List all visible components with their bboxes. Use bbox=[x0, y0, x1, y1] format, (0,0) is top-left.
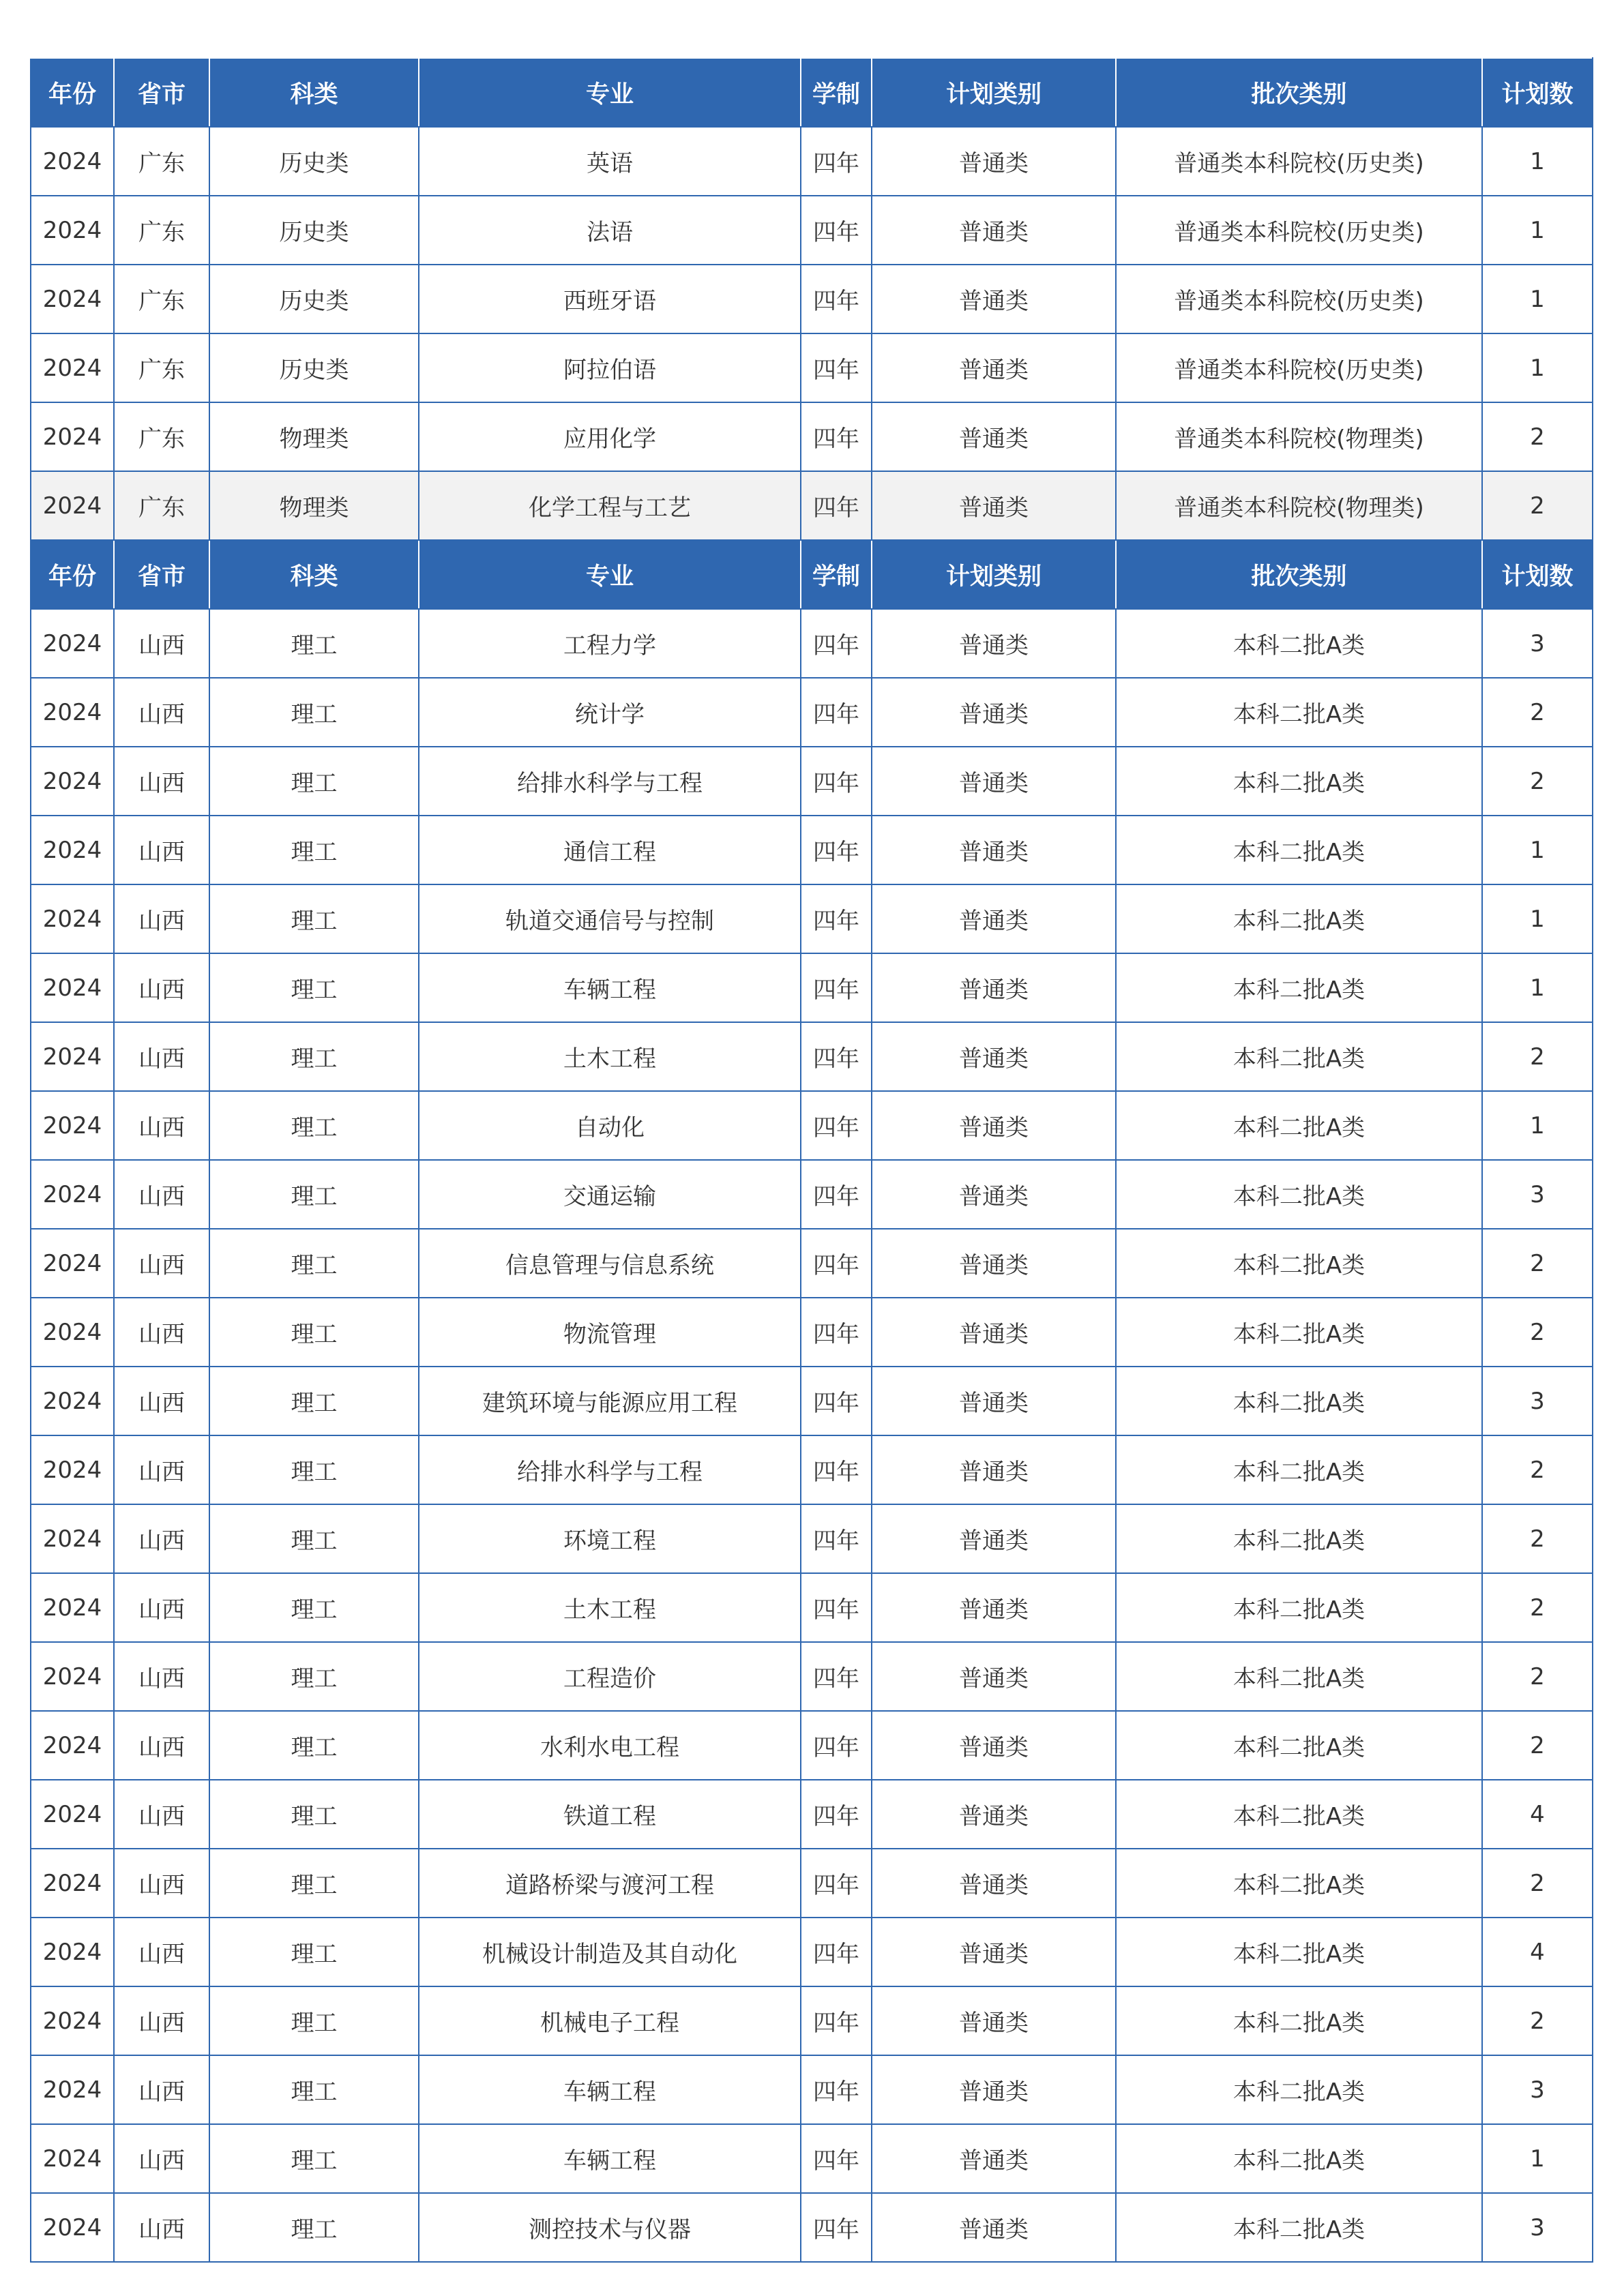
cell-duration: 四年 bbox=[801, 1780, 872, 1849]
cell-province: 山西 bbox=[114, 1435, 209, 1504]
table-row bbox=[31, 2124, 1593, 2193]
cell-plan-type: 普通类 bbox=[872, 2124, 1116, 2193]
table-row bbox=[31, 1918, 1593, 1986]
cell-duration: 四年 bbox=[801, 127, 872, 196]
cell-duration: 四年 bbox=[801, 884, 872, 953]
cell-count: 1 bbox=[1482, 127, 1593, 196]
cell-province: 广东 bbox=[114, 471, 209, 540]
cell-count: 3 bbox=[1482, 609, 1593, 678]
cell-year: 2024 bbox=[31, 747, 114, 816]
cell-province: 广东 bbox=[114, 127, 209, 196]
cell-count: 3 bbox=[1482, 1367, 1593, 1435]
cell-batch: 本科二批A类 bbox=[1116, 1435, 1482, 1504]
cell-year: 2024 bbox=[31, 1918, 114, 1986]
cell-year: 2024 bbox=[31, 196, 114, 265]
cell-major: 水利水电工程 bbox=[419, 1711, 801, 1780]
cell-subject: 理工 bbox=[209, 1022, 419, 1091]
cell-province: 山西 bbox=[114, 1573, 209, 1642]
cell-year: 2024 bbox=[31, 333, 114, 402]
table-row bbox=[31, 816, 1593, 884]
table-row bbox=[31, 1367, 1593, 1435]
cell-plan-type: 普通类 bbox=[872, 1711, 1116, 1780]
cell-batch: 本科二批A类 bbox=[1116, 1986, 1482, 2055]
table-header-row bbox=[31, 540, 1593, 609]
cell-plan-type: 普通类 bbox=[872, 1160, 1116, 1229]
cell-province: 山西 bbox=[114, 2124, 209, 2193]
cell-batch: 本科二批A类 bbox=[1116, 1022, 1482, 1091]
cell-year: 2024 bbox=[31, 1091, 114, 1160]
cell-duration: 四年 bbox=[801, 1986, 872, 2055]
cell-count: 1 bbox=[1482, 333, 1593, 402]
cell-year: 2024 bbox=[31, 1367, 114, 1435]
header-count: 计划数 bbox=[1482, 540, 1593, 609]
cell-count: 2 bbox=[1482, 471, 1593, 540]
cell-count: 3 bbox=[1482, 2055, 1593, 2124]
cell-plan-type: 普通类 bbox=[872, 1918, 1116, 1986]
cell-year: 2024 bbox=[31, 402, 114, 471]
cell-province: 山西 bbox=[114, 1642, 209, 1711]
cell-count: 2 bbox=[1482, 747, 1593, 816]
cell-province: 山西 bbox=[114, 1160, 209, 1229]
cell-subject: 理工 bbox=[209, 2193, 419, 2262]
cell-duration: 四年 bbox=[801, 1435, 872, 1504]
cell-count: 2 bbox=[1482, 1849, 1593, 1918]
cell-major: 信息管理与信息系统 bbox=[419, 1229, 801, 1298]
cell-batch: 本科二批A类 bbox=[1116, 1780, 1482, 1849]
cell-batch: 普通类本科院校(物理类) bbox=[1116, 471, 1482, 540]
cell-subject: 历史类 bbox=[209, 196, 419, 265]
cell-duration: 四年 bbox=[801, 678, 872, 747]
cell-subject: 理工 bbox=[209, 884, 419, 953]
cell-duration: 四年 bbox=[801, 953, 872, 1022]
cell-year: 2024 bbox=[31, 2055, 114, 2124]
cell-province: 山西 bbox=[114, 1504, 209, 1573]
cell-major: 西班牙语 bbox=[419, 265, 801, 333]
cell-batch: 普通类本科院校(物理类) bbox=[1116, 402, 1482, 471]
cell-subject: 理工 bbox=[209, 1642, 419, 1711]
cell-major: 建筑环境与能源应用工程 bbox=[419, 1367, 801, 1435]
table-row bbox=[31, 2193, 1593, 2262]
cell-year: 2024 bbox=[31, 2124, 114, 2193]
cell-duration: 四年 bbox=[801, 1298, 872, 1367]
cell-major: 法语 bbox=[419, 196, 801, 265]
cell-duration: 四年 bbox=[801, 1918, 872, 1986]
cell-year: 2024 bbox=[31, 953, 114, 1022]
cell-count: 1 bbox=[1482, 2124, 1593, 2193]
cell-duration: 四年 bbox=[801, 747, 872, 816]
cell-major: 工程造价 bbox=[419, 1642, 801, 1711]
cell-plan-type: 普通类 bbox=[872, 1986, 1116, 2055]
cell-count: 1 bbox=[1482, 265, 1593, 333]
cell-duration: 四年 bbox=[801, 402, 872, 471]
table-row bbox=[31, 1160, 1593, 1229]
cell-count: 3 bbox=[1482, 1160, 1593, 1229]
cell-batch: 本科二批A类 bbox=[1116, 2055, 1482, 2124]
cell-count: 4 bbox=[1482, 1918, 1593, 1986]
table-row bbox=[31, 196, 1593, 265]
cell-major: 土木工程 bbox=[419, 1022, 801, 1091]
table-row bbox=[31, 1986, 1593, 2055]
cell-subject: 理工 bbox=[209, 953, 419, 1022]
cell-count: 1 bbox=[1482, 884, 1593, 953]
cell-subject: 理工 bbox=[209, 1849, 419, 1918]
cell-province: 山西 bbox=[114, 1918, 209, 1986]
cell-major: 工程力学 bbox=[419, 609, 801, 678]
cell-major: 阿拉伯语 bbox=[419, 333, 801, 402]
cell-major: 统计学 bbox=[419, 678, 801, 747]
cell-year: 2024 bbox=[31, 1160, 114, 1229]
cell-major: 机械电子工程 bbox=[419, 1986, 801, 2055]
header-year: 年份 bbox=[31, 540, 114, 609]
cell-duration: 四年 bbox=[801, 1504, 872, 1573]
cell-subject: 理工 bbox=[209, 609, 419, 678]
cell-plan-type: 普通类 bbox=[872, 196, 1116, 265]
cell-plan-type: 普通类 bbox=[872, 471, 1116, 540]
header-province: 省市 bbox=[114, 540, 209, 609]
table-row bbox=[31, 747, 1593, 816]
cell-batch: 本科二批A类 bbox=[1116, 953, 1482, 1022]
cell-subject: 理工 bbox=[209, 1918, 419, 1986]
cell-duration: 四年 bbox=[801, 1573, 872, 1642]
cell-year: 2024 bbox=[31, 1504, 114, 1573]
header-major: 专业 bbox=[419, 540, 801, 609]
table-row bbox=[31, 1504, 1593, 1573]
cell-count: 2 bbox=[1482, 1435, 1593, 1504]
cell-batch: 本科二批A类 bbox=[1116, 1298, 1482, 1367]
cell-province: 广东 bbox=[114, 402, 209, 471]
cell-plan-type: 普通类 bbox=[872, 953, 1116, 1022]
cell-batch: 普通类本科院校(历史类) bbox=[1116, 333, 1482, 402]
cell-major: 道路桥梁与渡河工程 bbox=[419, 1849, 801, 1918]
cell-province: 山西 bbox=[114, 2055, 209, 2124]
cell-major: 土木工程 bbox=[419, 1573, 801, 1642]
cell-major: 应用化学 bbox=[419, 402, 801, 471]
header-province: 省市 bbox=[114, 58, 209, 127]
cell-batch: 本科二批A类 bbox=[1116, 1367, 1482, 1435]
header-year: 年份 bbox=[31, 58, 114, 127]
cell-plan-type: 普通类 bbox=[872, 1367, 1116, 1435]
cell-plan-type: 普通类 bbox=[872, 1573, 1116, 1642]
cell-province: 山西 bbox=[114, 747, 209, 816]
cell-batch: 本科二批A类 bbox=[1116, 1160, 1482, 1229]
cell-province: 山西 bbox=[114, 1091, 209, 1160]
cell-duration: 四年 bbox=[801, 1642, 872, 1711]
cell-count: 2 bbox=[1482, 1229, 1593, 1298]
cell-year: 2024 bbox=[31, 1435, 114, 1504]
cell-count: 2 bbox=[1482, 1986, 1593, 2055]
table-row bbox=[31, 2055, 1593, 2124]
cell-major: 英语 bbox=[419, 127, 801, 196]
cell-batch: 本科二批A类 bbox=[1116, 1573, 1482, 1642]
table-row bbox=[31, 1780, 1593, 1849]
cell-plan-type: 普通类 bbox=[872, 265, 1116, 333]
cell-major: 车辆工程 bbox=[419, 2055, 801, 2124]
cell-plan-type: 普通类 bbox=[872, 609, 1116, 678]
cell-plan-type: 普通类 bbox=[872, 747, 1116, 816]
cell-major: 自动化 bbox=[419, 1091, 801, 1160]
cell-major: 车辆工程 bbox=[419, 2124, 801, 2193]
table-row bbox=[31, 265, 1593, 333]
cell-major: 通信工程 bbox=[419, 816, 801, 884]
cell-subject: 理工 bbox=[209, 678, 419, 747]
cell-year: 2024 bbox=[31, 816, 114, 884]
cell-major: 物流管理 bbox=[419, 1298, 801, 1367]
table-row bbox=[31, 1298, 1593, 1367]
cell-province: 山西 bbox=[114, 1022, 209, 1091]
cell-year: 2024 bbox=[31, 1986, 114, 2055]
cell-province: 广东 bbox=[114, 333, 209, 402]
cell-batch: 本科二批A类 bbox=[1116, 884, 1482, 953]
header-batch: 批次类别 bbox=[1116, 540, 1482, 609]
cell-subject: 物理类 bbox=[209, 402, 419, 471]
cell-count: 2 bbox=[1482, 1642, 1593, 1711]
table-header-row bbox=[31, 58, 1593, 127]
cell-duration: 四年 bbox=[801, 2124, 872, 2193]
cell-major: 环境工程 bbox=[419, 1504, 801, 1573]
cell-year: 2024 bbox=[31, 265, 114, 333]
cell-batch: 本科二批A类 bbox=[1116, 1229, 1482, 1298]
cell-duration: 四年 bbox=[801, 1229, 872, 1298]
cell-count: 2 bbox=[1482, 1711, 1593, 1780]
header-major: 专业 bbox=[419, 58, 801, 127]
cell-duration: 四年 bbox=[801, 333, 872, 402]
cell-subject: 理工 bbox=[209, 1367, 419, 1435]
cell-province: 山西 bbox=[114, 1986, 209, 2055]
cell-major: 交通运输 bbox=[419, 1160, 801, 1229]
cell-subject: 理工 bbox=[209, 1573, 419, 1642]
cell-count: 2 bbox=[1482, 1022, 1593, 1091]
table-row bbox=[31, 1573, 1593, 1642]
cell-plan-type: 普通类 bbox=[872, 1298, 1116, 1367]
cell-batch: 普通类本科院校(历史类) bbox=[1116, 127, 1482, 196]
cell-subject: 理工 bbox=[209, 1091, 419, 1160]
cell-province: 广东 bbox=[114, 196, 209, 265]
cell-subject: 物理类 bbox=[209, 471, 419, 540]
cell-subject: 理工 bbox=[209, 747, 419, 816]
cell-duration: 四年 bbox=[801, 1091, 872, 1160]
cell-province: 山西 bbox=[114, 1780, 209, 1849]
cell-duration: 四年 bbox=[801, 609, 872, 678]
header-plan-type: 计划类别 bbox=[872, 540, 1116, 609]
cell-plan-type: 普通类 bbox=[872, 2055, 1116, 2124]
cell-plan-type: 普通类 bbox=[872, 1780, 1116, 1849]
header-subject: 科类 bbox=[209, 58, 419, 127]
cell-duration: 四年 bbox=[801, 265, 872, 333]
cell-province: 山西 bbox=[114, 1367, 209, 1435]
cell-year: 2024 bbox=[31, 127, 114, 196]
cell-subject: 历史类 bbox=[209, 265, 419, 333]
cell-plan-type: 普通类 bbox=[872, 333, 1116, 402]
cell-batch: 本科二批A类 bbox=[1116, 1091, 1482, 1160]
cell-batch: 普通类本科院校(历史类) bbox=[1116, 196, 1482, 265]
cell-province: 山西 bbox=[114, 1298, 209, 1367]
cell-province: 山西 bbox=[114, 609, 209, 678]
cell-plan-type: 普通类 bbox=[872, 1022, 1116, 1091]
cell-major: 车辆工程 bbox=[419, 953, 801, 1022]
header-subject: 科类 bbox=[209, 540, 419, 609]
cell-count: 2 bbox=[1482, 402, 1593, 471]
cell-count: 1 bbox=[1482, 196, 1593, 265]
cell-batch: 本科二批A类 bbox=[1116, 1849, 1482, 1918]
cell-count: 3 bbox=[1482, 2193, 1593, 2262]
cell-year: 2024 bbox=[31, 1022, 114, 1091]
cell-year: 2024 bbox=[31, 884, 114, 953]
cell-subject: 理工 bbox=[209, 1160, 419, 1229]
cell-major: 测控技术与仪器 bbox=[419, 2193, 801, 2262]
table-row bbox=[31, 953, 1593, 1022]
cell-subject: 理工 bbox=[209, 2055, 419, 2124]
cell-duration: 四年 bbox=[801, 1849, 872, 1918]
cell-year: 2024 bbox=[31, 471, 114, 540]
cell-count: 2 bbox=[1482, 1298, 1593, 1367]
cell-count: 1 bbox=[1482, 1091, 1593, 1160]
cell-subject: 理工 bbox=[209, 1298, 419, 1367]
cell-duration: 四年 bbox=[801, 471, 872, 540]
cell-plan-type: 普通类 bbox=[872, 884, 1116, 953]
cell-duration: 四年 bbox=[801, 196, 872, 265]
header-batch: 批次类别 bbox=[1116, 58, 1482, 127]
cell-province: 山西 bbox=[114, 1711, 209, 1780]
cell-duration: 四年 bbox=[801, 1367, 872, 1435]
cell-count: 1 bbox=[1482, 953, 1593, 1022]
cell-subject: 理工 bbox=[209, 1986, 419, 2055]
table-row bbox=[31, 1022, 1593, 1091]
cell-plan-type: 普通类 bbox=[872, 1642, 1116, 1711]
cell-batch: 本科二批A类 bbox=[1116, 2193, 1482, 2262]
table-row bbox=[31, 1849, 1593, 1918]
cell-year: 2024 bbox=[31, 1229, 114, 1298]
cell-duration: 四年 bbox=[801, 1711, 872, 1780]
cell-year: 2024 bbox=[31, 1780, 114, 1849]
cell-plan-type: 普通类 bbox=[872, 127, 1116, 196]
cell-province: 山西 bbox=[114, 816, 209, 884]
cell-major: 铁道工程 bbox=[419, 1780, 801, 1849]
cell-plan-type: 普通类 bbox=[872, 1849, 1116, 1918]
cell-province: 山西 bbox=[114, 678, 209, 747]
cell-year: 2024 bbox=[31, 1642, 114, 1711]
cell-batch: 本科二批A类 bbox=[1116, 1642, 1482, 1711]
cell-batch: 本科二批A类 bbox=[1116, 1918, 1482, 1986]
header-plan-type: 计划类别 bbox=[872, 58, 1116, 127]
table-row bbox=[31, 678, 1593, 747]
cell-batch: 本科二批A类 bbox=[1116, 609, 1482, 678]
cell-batch: 本科二批A类 bbox=[1116, 1504, 1482, 1573]
cell-year: 2024 bbox=[31, 1711, 114, 1780]
cell-province: 山西 bbox=[114, 1849, 209, 1918]
header-count: 计划数 bbox=[1482, 58, 1593, 127]
cell-year: 2024 bbox=[31, 1849, 114, 1918]
cell-year: 2024 bbox=[31, 2193, 114, 2262]
cell-batch: 本科二批A类 bbox=[1116, 1711, 1482, 1780]
cell-plan-type: 普通类 bbox=[872, 678, 1116, 747]
table-row bbox=[31, 471, 1593, 540]
table-row bbox=[31, 1711, 1593, 1780]
admission-plan-table bbox=[30, 57, 1593, 2263]
cell-plan-type: 普通类 bbox=[872, 816, 1116, 884]
cell-province: 山西 bbox=[114, 1229, 209, 1298]
cell-year: 2024 bbox=[31, 678, 114, 747]
table-row bbox=[31, 1229, 1593, 1298]
cell-plan-type: 普通类 bbox=[872, 1091, 1116, 1160]
cell-count: 1 bbox=[1482, 816, 1593, 884]
cell-subject: 历史类 bbox=[209, 333, 419, 402]
table-row bbox=[31, 333, 1593, 402]
cell-count: 2 bbox=[1482, 678, 1593, 747]
cell-batch: 本科二批A类 bbox=[1116, 678, 1482, 747]
cell-province: 山西 bbox=[114, 2193, 209, 2262]
cell-plan-type: 普通类 bbox=[872, 1435, 1116, 1504]
cell-duration: 四年 bbox=[801, 2193, 872, 2262]
cell-duration: 四年 bbox=[801, 816, 872, 884]
header-duration: 学制 bbox=[801, 58, 872, 127]
cell-subject: 理工 bbox=[209, 2124, 419, 2193]
cell-province: 山西 bbox=[114, 953, 209, 1022]
table-row bbox=[31, 609, 1593, 678]
cell-province: 山西 bbox=[114, 884, 209, 953]
cell-plan-type: 普通类 bbox=[872, 1229, 1116, 1298]
table-row bbox=[31, 127, 1593, 196]
cell-subject: 理工 bbox=[209, 1711, 419, 1780]
header-duration: 学制 bbox=[801, 540, 872, 609]
cell-major: 给排水科学与工程 bbox=[419, 747, 801, 816]
cell-subject: 理工 bbox=[209, 1504, 419, 1573]
cell-subject: 理工 bbox=[209, 816, 419, 884]
cell-count: 2 bbox=[1482, 1504, 1593, 1573]
cell-count: 2 bbox=[1482, 1573, 1593, 1642]
table-row bbox=[31, 1435, 1593, 1504]
cell-major: 轨道交通信号与控制 bbox=[419, 884, 801, 953]
cell-batch: 本科二批A类 bbox=[1116, 2124, 1482, 2193]
cell-plan-type: 普通类 bbox=[872, 1504, 1116, 1573]
cell-batch: 普通类本科院校(历史类) bbox=[1116, 265, 1482, 333]
cell-duration: 四年 bbox=[801, 1022, 872, 1091]
cell-plan-type: 普通类 bbox=[872, 402, 1116, 471]
cell-major: 给排水科学与工程 bbox=[419, 1435, 801, 1504]
cell-duration: 四年 bbox=[801, 1160, 872, 1229]
cell-duration: 四年 bbox=[801, 2055, 872, 2124]
cell-year: 2024 bbox=[31, 1298, 114, 1367]
cell-major: 化学工程与工艺 bbox=[419, 471, 801, 540]
cell-year: 2024 bbox=[31, 1573, 114, 1642]
table-row bbox=[31, 1642, 1593, 1711]
cell-batch: 本科二批A类 bbox=[1116, 747, 1482, 816]
table-row bbox=[31, 402, 1593, 471]
cell-province: 广东 bbox=[114, 265, 209, 333]
cell-subject: 历史类 bbox=[209, 127, 419, 196]
table-row bbox=[31, 1091, 1593, 1160]
cell-major: 机械设计制造及其自动化 bbox=[419, 1918, 801, 1986]
cell-subject: 理工 bbox=[209, 1435, 419, 1504]
cell-count: 4 bbox=[1482, 1780, 1593, 1849]
cell-plan-type: 普通类 bbox=[872, 2193, 1116, 2262]
cell-year: 2024 bbox=[31, 609, 114, 678]
table-row bbox=[31, 884, 1593, 953]
cell-subject: 理工 bbox=[209, 1229, 419, 1298]
cell-subject: 理工 bbox=[209, 1780, 419, 1849]
cell-batch: 本科二批A类 bbox=[1116, 816, 1482, 884]
